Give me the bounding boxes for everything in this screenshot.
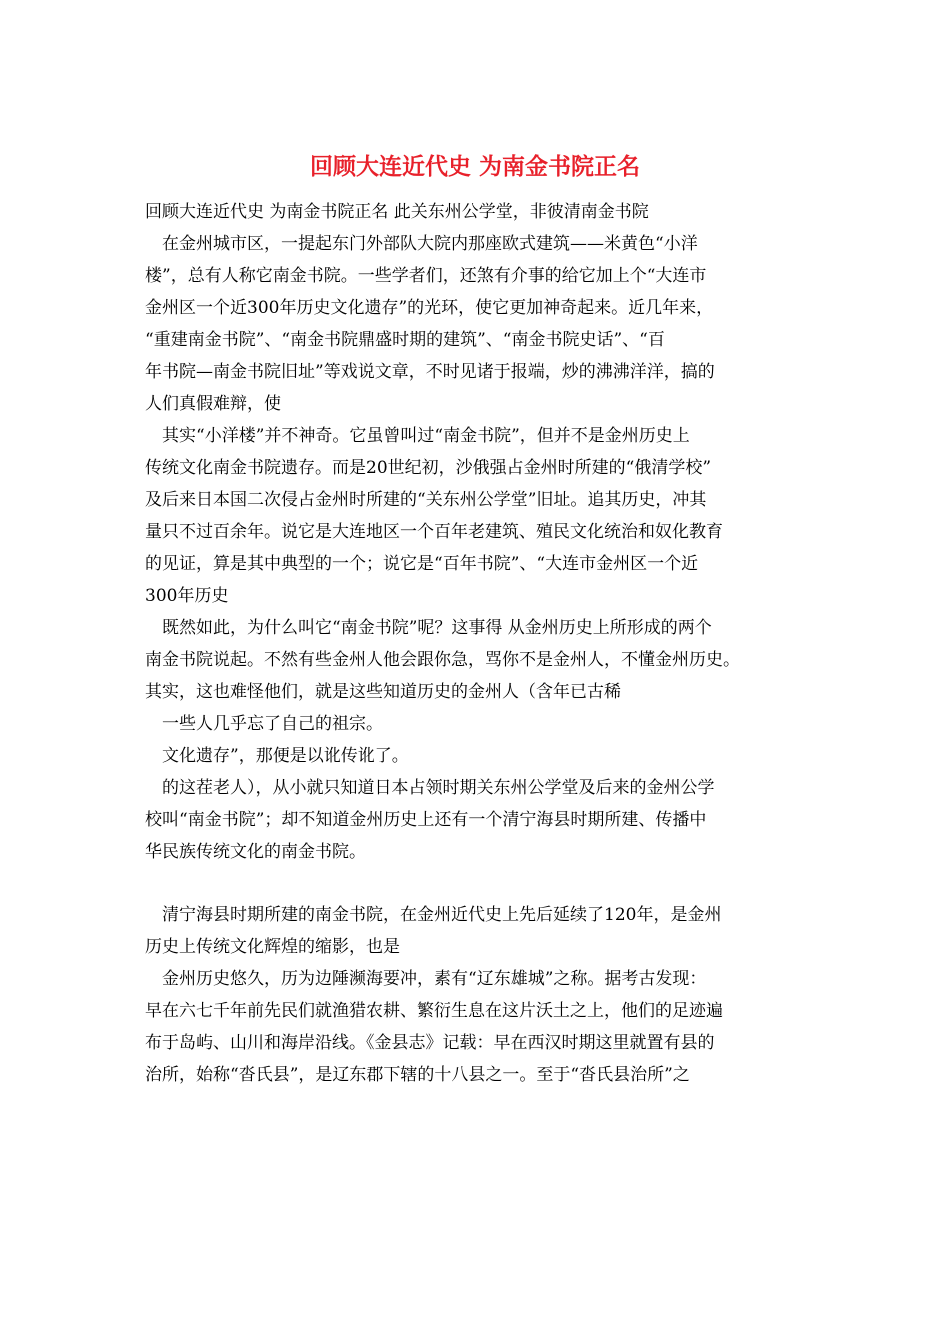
text-line: 南金书院说起。不然有些金州人他会跟你急，骂你不是金州人，不懂金州历史。: [145, 650, 740, 670]
text-line: 楼”，总有人称它南金书院。一些学者们，还煞有介事的给它加上个“大连市: [145, 266, 707, 286]
text-line: 历史上传统文化辉煌的缩影，也是: [145, 937, 400, 957]
text-line: 既然如此，为什么叫它“南金书院”呢？这事得 从金州历史上所形成的两个: [145, 618, 712, 638]
text-line: 金州历史悠久，历为边陲濒海要冲，素有“辽东雄城”之称。据考古发现：: [145, 969, 707, 989]
text-line: 华民族传统文化的南金书院。: [145, 842, 366, 862]
document-title: 回顾大连近代史 为南金书院正名: [309, 153, 640, 180]
text-line: 治所，始称“沓氏县”，是辽东郡下辖的十八县之一。至于“沓氏县治所”之: [145, 1065, 690, 1085]
text-line: 人们真假难辩，使: [145, 394, 281, 414]
text-line: 早在六七千年前先民们就渔猎农耕、繁衍生息在这片沃土之上，他们的足迹遍: [145, 1001, 723, 1021]
text-line: 文化遗存”，那便是以讹传讹了。: [145, 746, 409, 766]
text-line: 清宁海县时期所建的南金书院，在金州近代史上先后延续了120年，是金州: [145, 905, 722, 925]
text-line: 金州区一个近300年历史文化遗存”的光环，使它更加神奇起来。近几年来，: [145, 298, 714, 318]
text-line: 及后来日本国二次侵占金州时所建的“关东州公学堂”旧址。追其历史，冲其: [145, 490, 707, 510]
text-line: “重建南金书院”、“南金书院鼎盛时期的建筑”、“南金书院史话”、“百: [145, 330, 665, 350]
text-line: 的这茬老人），从小就只知道日本占领时期关东州公学堂及后来的金州公学: [145, 778, 715, 798]
text-line: 300年历史: [145, 586, 229, 606]
text-line: 布于岛屿、山川和海岸沿线。《金县志》记载：早在西汉时期这里就置有县的: [145, 1033, 715, 1053]
document-body: [145, 196, 815, 1091]
blank-line: [145, 868, 815, 899]
text-line: 其实，这也难怪他们，就是这些知道历史的金州人（含年已古稀: [145, 682, 621, 702]
text-line: 其实“小洋楼”并不神奇。它虽曾叫过“南金书院”，但并不是金州历史上: [145, 426, 690, 446]
text-line: 传统文化南金书院遗存。而是20世纪初，沙俄强占金州时所建的“俄清学校”: [145, 458, 712, 478]
text-line: 在金州城市区，一提起东门外部队大院内那座欧式建筑——米黄色“小洋: [145, 234, 698, 254]
text-line: 的见证，算是其中典型的一个；说它是“百年书院”、“大连市金州区一个近: [145, 554, 699, 574]
text-line: 一些人几乎忘了自己的祖宗。: [145, 714, 383, 734]
text-line: 量只不过百余年。说它是大连地区一个百年老建筑、殖民文化统治和奴化教育: [145, 522, 723, 542]
text-line: 年书院—南金书院旧址”等戏说文章，不时见诸于报端，炒的沸沸洋洋，搞的: [145, 362, 715, 382]
text-line: 校叫“南金书院”；却不知道金州历史上还有一个清宁海县时期所建、传播中: [145, 810, 707, 830]
text-line: 回顾大连近代史 为南金书院正名 此关东州公学堂，非彼清南金书院: [145, 202, 649, 222]
